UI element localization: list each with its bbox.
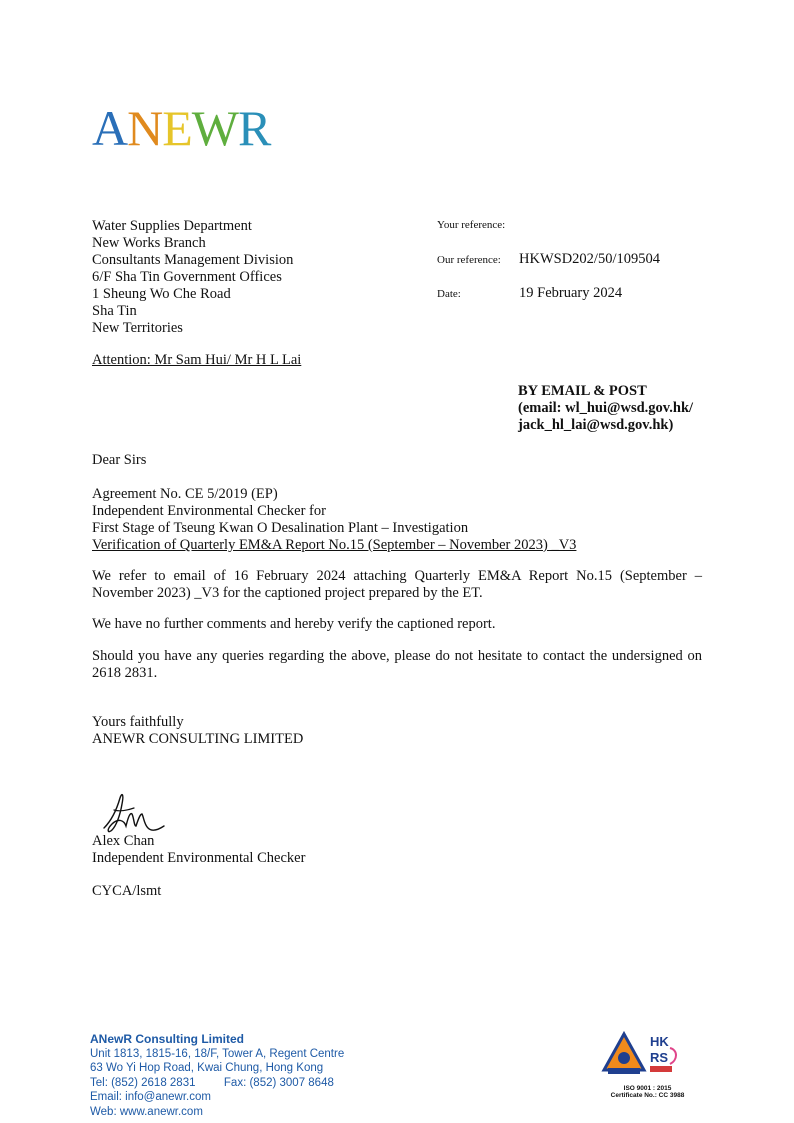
- hkqaa-logo-icon: [600, 1030, 695, 1078]
- recipient-line: Consultants Management Division: [92, 252, 294, 268]
- subject-block: [92, 486, 576, 554]
- our-reference-value: HKWSD202/50/109504: [519, 251, 660, 267]
- subject-line: First Stage of Tseung Kwan O Desalination Plant – Investigation: [92, 520, 469, 536]
- logo-letter: N: [127, 100, 163, 156]
- svg-text:HK: HK: [650, 1034, 669, 1049]
- logo-letter: E: [162, 100, 192, 156]
- date-value: 19 February 2024: [519, 285, 623, 301]
- footer-fax: Fax: (852) 3007 8648: [223, 1076, 334, 1089]
- delivery-method: [518, 383, 693, 434]
- certificate-number: Certificate No.: CC 3988: [610, 1092, 685, 1099]
- footer-address: 63 Wo Yi Hop Road, Kwai Chung, Hong Kong: [90, 1062, 324, 1074]
- footer-email[interactable]: Email: info@anewr.com: [90, 1091, 211, 1103]
- recipient-line: New Territories: [92, 320, 183, 336]
- signatory-title: Independent Environmental Checker: [92, 850, 306, 866]
- subject-title: Verification of Quarterly EM&A Report No.15 (September – November 2023) _V3: [92, 537, 577, 553]
- company-footer: [90, 1032, 344, 1119]
- footer-company: ANewR Consulting Limited: [90, 1032, 244, 1046]
- recipient-line: New Works Branch: [92, 235, 206, 251]
- attention-line: Attention: Mr Sam Hui/ Mr H L Lai: [92, 352, 302, 368]
- anewr-logo: [92, 100, 270, 156]
- subject-line: Agreement No. CE 5/2019 (EP): [92, 486, 278, 502]
- closing-block: [92, 714, 303, 748]
- footer-tel: Tel: (852) 2618 2831: [90, 1076, 196, 1089]
- recipient-line: Sha Tin: [92, 303, 137, 319]
- logo-letter: W: [191, 100, 238, 156]
- body-paragraph: Should you have any queries regarding the above, please do not hesitate to contact the undersigned on 2618 2831.: [92, 648, 702, 681]
- recipient-address: [92, 218, 293, 337]
- signatory-block: [92, 833, 305, 867]
- delivery-line: (email: wl_hui@wsd.gov.hk/: [518, 400, 694, 416]
- logo-letter: A: [92, 100, 128, 156]
- body-paragraph: We have no further comments and hereby verify the captioned report.: [92, 616, 496, 632]
- your-reference-label: Your reference:: [437, 219, 506, 231]
- logo-letter: R: [237, 100, 271, 156]
- subject-line: Independent Environmental Checker for: [92, 503, 326, 519]
- footer-address: Unit 1813, 1815-16, 18/F, Tower A, Regent Centre: [90, 1047, 345, 1060]
- recipient-line: Water Supplies Department: [92, 218, 252, 234]
- certification-mark: [600, 1030, 695, 1100]
- delivery-line: jack_hl_lai@wsd.gov.hk): [518, 417, 674, 433]
- body-paragraph: We refer to email of 16 February 2024 attaching Quarterly EM&A Report No.15 (September – November 2023) _V3 for the captioned project prepared by the ET.: [92, 568, 702, 601]
- our-reference-label: Our reference:: [437, 254, 501, 266]
- recipient-line: 1 Sheung Wo Che Road: [92, 286, 231, 302]
- recipient-line: 6/F Sha Tin Government Offices: [92, 269, 282, 285]
- date-label: Date:: [437, 288, 461, 300]
- salutation: Dear Sirs: [92, 452, 147, 468]
- iso-standard: ISO 9001 : 2015: [623, 1085, 672, 1092]
- svg-text:RS: RS: [650, 1050, 669, 1065]
- footer-web[interactable]: Web: www.anewr.com: [90, 1105, 203, 1118]
- closing-line: Yours faithfully: [92, 714, 184, 730]
- footer-contact: [90, 1076, 344, 1091]
- closing-company: ANEWR CONSULTING LIMITED: [92, 731, 304, 747]
- reference-initials: CYCA/lsmt: [92, 883, 162, 899]
- signatory-name: Alex Chan: [92, 833, 155, 849]
- delivery-line: BY EMAIL & POST: [518, 383, 647, 399]
